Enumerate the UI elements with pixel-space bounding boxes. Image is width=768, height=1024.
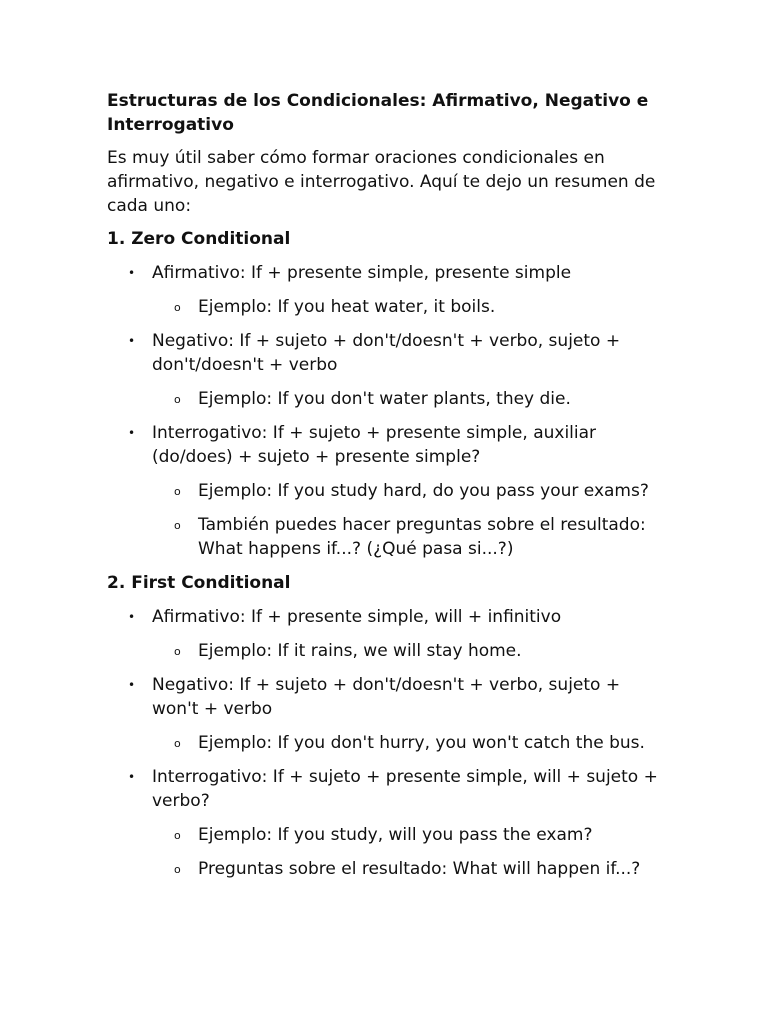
section-heading: 2. First Conditional bbox=[107, 573, 291, 593]
bullet-item bbox=[107, 765, 668, 813]
bullet-item bbox=[107, 421, 668, 469]
sub-bullet-item bbox=[107, 731, 668, 755]
bullet-item bbox=[107, 673, 668, 721]
intro-paragraph: Es muy útil saber cómo formar oraciones condicionales en afirmativo, negativo e interrogativo. Aquí te dejo un resumen de cada uno: bbox=[107, 148, 656, 216]
circle-marker-icon: o bbox=[174, 863, 181, 876]
sub-bullet-text: Ejemplo: If you heat water, it boils. bbox=[198, 297, 496, 317]
sub-bullet-text: Ejemplo: If it rains, we will stay home. bbox=[198, 641, 522, 661]
sub-bullet-text: Ejemplo: If you study, will you pass the exam? bbox=[198, 825, 593, 845]
sub-bullet-item bbox=[107, 513, 668, 561]
bullet-marker-icon: • bbox=[128, 426, 136, 440]
circle-marker-icon: o bbox=[174, 301, 181, 314]
circle-marker-icon: o bbox=[174, 519, 181, 532]
sub-bullet-text: Preguntas sobre el resultado: What will happen if...? bbox=[198, 859, 641, 879]
sub-bullet-text: También puedes hacer preguntas sobre el resultado: What happens if...? (¿Qué pasa si...?) bbox=[198, 515, 646, 559]
bullet-text: Negativo: If + sujeto + don't/doesn't + verbo, sujeto + don't/doesn't + verbo bbox=[152, 331, 621, 375]
bullet-text: Interrogativo: If + sujeto + presente simple, will + sujeto + verbo? bbox=[152, 767, 658, 811]
bullet-text: Afirmativo: If + presente simple, will + infinitivo bbox=[152, 607, 562, 627]
bullet-marker-icon: • bbox=[128, 334, 136, 348]
sub-bullet-text: Ejemplo: If you don't water plants, they die. bbox=[198, 389, 571, 409]
bullet-marker-icon: • bbox=[128, 770, 136, 784]
circle-marker-icon: o bbox=[174, 485, 181, 498]
document-title: Estructuras de los Condicionales: Afirmativo, Negativo e Interrogativo bbox=[107, 91, 649, 135]
sub-bullet-item bbox=[107, 857, 668, 881]
bullet-marker-icon: • bbox=[128, 266, 136, 280]
section-heading: 1. Zero Conditional bbox=[107, 229, 291, 249]
sub-bullet-item bbox=[107, 479, 668, 503]
bullet-item bbox=[107, 605, 668, 629]
sub-bullet-text: Ejemplo: If you don't hurry, you won't catch the bus. bbox=[198, 733, 645, 753]
bullet-text: Negativo: If + sujeto + don't/doesn't + verbo, sujeto + won't + verbo bbox=[152, 675, 621, 719]
sub-bullet-item bbox=[107, 639, 668, 663]
bullet-text: Interrogativo: If + sujeto + presente simple, auxiliar (do/does) + sujeto + presente simple? bbox=[152, 423, 597, 467]
circle-marker-icon: o bbox=[174, 393, 181, 406]
sections-container bbox=[107, 227, 668, 881]
sub-bullet-item bbox=[107, 823, 668, 847]
bullet-item bbox=[107, 261, 668, 285]
bullet-text: Afirmativo: If + presente simple, presente simple bbox=[152, 263, 572, 283]
circle-marker-icon: o bbox=[174, 645, 181, 658]
sub-bullet-item bbox=[107, 387, 668, 411]
bullet-item bbox=[107, 329, 668, 377]
sub-bullet-item bbox=[107, 295, 668, 319]
bullet-marker-icon: • bbox=[128, 678, 136, 692]
circle-marker-icon: o bbox=[174, 737, 181, 750]
circle-marker-icon: o bbox=[174, 829, 181, 842]
bullet-marker-icon: • bbox=[128, 610, 136, 624]
sub-bullet-text: Ejemplo: If you study hard, do you pass your exams? bbox=[198, 481, 649, 501]
